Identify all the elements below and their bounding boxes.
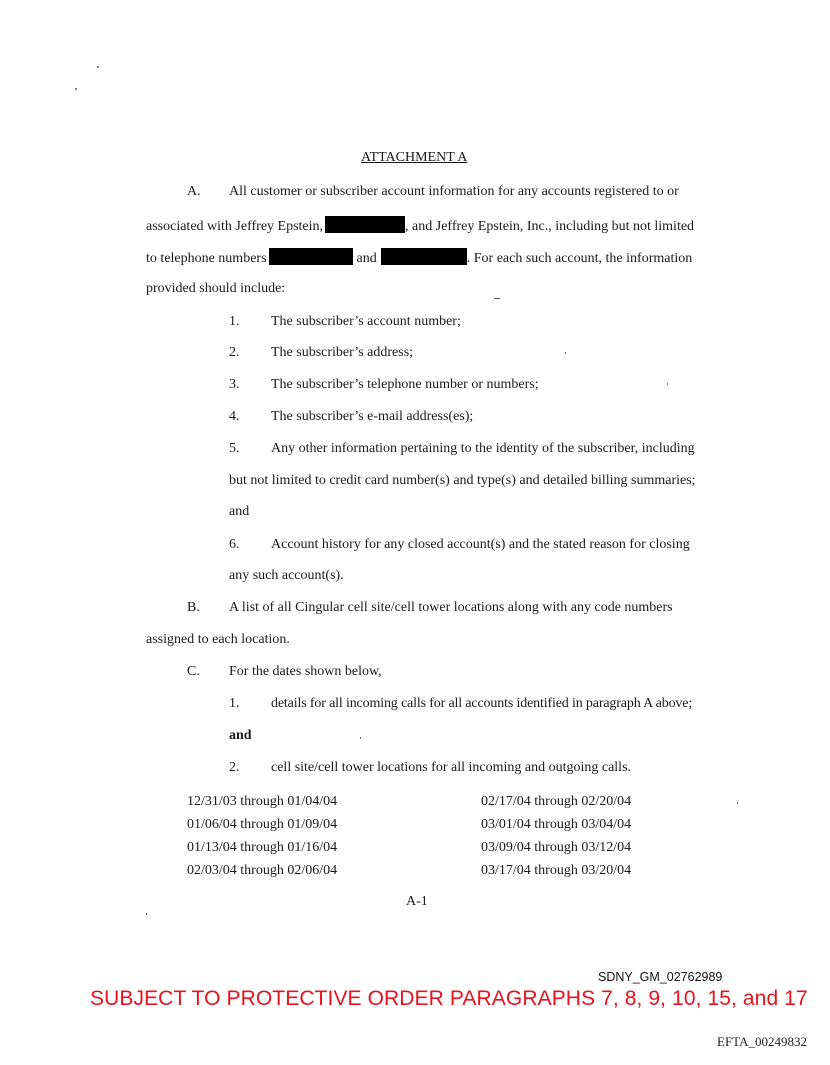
redaction-box xyxy=(269,248,353,265)
para-a-line2-before: associated with Jeffrey Epstein, xyxy=(146,219,324,234)
scan-speck xyxy=(360,737,361,739)
date-range: 12/31/03 through 01/04/04 xyxy=(187,794,338,809)
para-a-line2-after: , and Jeffrey Epstein, Inc., including but not limited xyxy=(405,219,695,234)
item-text: The subscriber’s account number; xyxy=(271,314,461,329)
date-range: 02/17/04 through 02/20/04 xyxy=(481,794,632,809)
date-range: 01/13/04 through 01/16/04 xyxy=(187,840,338,855)
item-text: The subscriber’s telephone number or numbers; xyxy=(271,377,539,392)
item-text-cont: but not limited to credit card number(s) and type(s) and detailed billing summaries; xyxy=(229,473,696,488)
bates-number: SDNY_GM_02762989 xyxy=(598,970,723,984)
item-text: Account history for any closed account(s) and the stated reason for closing xyxy=(271,537,690,552)
para-a-line2 xyxy=(146,216,694,235)
scan-speck xyxy=(494,298,500,299)
page-number: A-1 xyxy=(406,894,428,909)
para-b-line2: assigned to each location. xyxy=(146,632,290,647)
page-title: ATTACHMENT A xyxy=(361,150,468,165)
item-number: 2. xyxy=(229,760,240,775)
item-number: 4. xyxy=(229,409,240,424)
item-text: cell site/cell tower locations for all incoming and outgoing calls. xyxy=(271,760,632,775)
date-range: 03/09/04 through 03/12/04 xyxy=(481,840,632,855)
item-number: 1. xyxy=(229,314,240,329)
efta-number: EFTA_00249832 xyxy=(717,1034,807,1049)
item-text: The subscriber’s e-mail address(es); xyxy=(271,409,474,424)
para-a-line3-mid: and xyxy=(356,251,377,266)
para-c-label: C. xyxy=(187,664,200,679)
para-a-line1: All customer or subscriber account information for any accounts registered to or xyxy=(229,184,679,199)
para-a-line4: provided should include: xyxy=(146,281,286,296)
protective-order-notice: SUBJECT TO PROTECTIVE ORDER PARAGRAPHS 7, 8, 9, 10, 15, and 17 xyxy=(90,987,808,1010)
para-b-label: B. xyxy=(187,600,200,615)
date-range: 03/01/04 through 03/04/04 xyxy=(481,817,632,832)
redaction-box xyxy=(381,248,467,265)
and-label: and xyxy=(229,728,252,743)
scan-speck xyxy=(737,802,738,804)
scan-speck xyxy=(97,66,99,68)
date-range: 02/03/04 through 02/06/04 xyxy=(187,863,338,878)
para-a-line3-before: to telephone numbers xyxy=(146,251,267,266)
date-range: 01/06/04 through 01/09/04 xyxy=(187,817,338,832)
item-text: The subscriber’s address; xyxy=(271,345,414,360)
scan-speck xyxy=(75,88,77,90)
para-a-line3-after: . For each such account, the information xyxy=(466,251,693,266)
item-number: 3. xyxy=(229,377,240,392)
para-b-line1: A list of all Cingular cell site/cell tower locations along with any code numbers xyxy=(229,600,673,615)
item-text-cont: any such account(s). xyxy=(229,568,344,583)
item-text: details for all incoming calls for all accounts identified in paragraph A above; xyxy=(271,696,693,711)
item-number: 1. xyxy=(229,696,240,711)
redaction-box xyxy=(325,216,405,233)
date-range: 03/17/04 through 03/20/04 xyxy=(481,863,632,878)
item-number: 6. xyxy=(229,537,240,552)
item-number: 5. xyxy=(229,441,240,456)
para-a-line3 xyxy=(146,248,692,267)
para-a-label: A. xyxy=(187,184,201,199)
scan-speck xyxy=(667,383,668,385)
para-c-line1: For the dates shown below, xyxy=(229,664,382,679)
item-number: 2. xyxy=(229,345,240,360)
scan-speck xyxy=(565,352,566,354)
item-text-cont: and xyxy=(229,504,250,519)
item-text: Any other information pertaining to the identity of the subscriber, including xyxy=(271,441,695,456)
scan-speck xyxy=(146,913,147,915)
